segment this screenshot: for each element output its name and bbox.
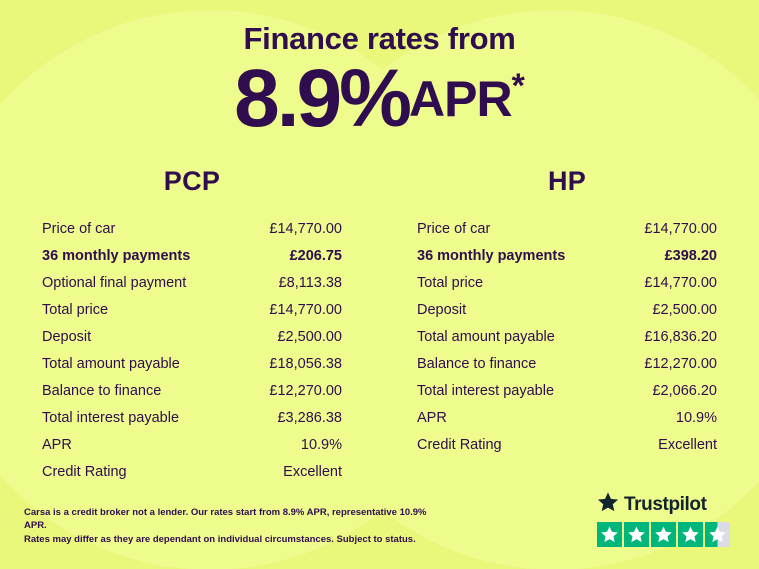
disclaimer-text	[24, 506, 444, 547]
table-row	[417, 323, 717, 350]
headline-rate	[0, 53, 759, 145]
row-label: Price of car	[417, 220, 491, 237]
table-row	[417, 404, 717, 431]
table-row	[42, 431, 342, 458]
row-value: £2,500.00	[277, 328, 342, 345]
table-row	[417, 377, 717, 404]
table-row	[417, 269, 717, 296]
table-row	[42, 323, 342, 350]
star-icon	[597, 522, 622, 547]
row-label: 36 monthly payments	[42, 247, 191, 264]
row-label: Total price	[42, 301, 109, 318]
table-row	[417, 296, 717, 323]
table-row	[42, 377, 342, 404]
row-value: £206.75	[289, 247, 342, 264]
table-row	[42, 458, 342, 485]
row-value: £14,770.00	[269, 301, 342, 318]
row-label: Optional final payment	[42, 274, 187, 291]
row-value: £8,113.38	[278, 274, 342, 291]
star-icon	[624, 522, 649, 547]
rate-value: 8.9%	[234, 53, 410, 145]
row-value: Excellent	[283, 463, 342, 480]
table-row	[417, 431, 717, 458]
row-label: 36 monthly payments	[417, 247, 566, 264]
row-value: Excellent	[658, 436, 717, 453]
row-value: £14,770.00	[269, 220, 342, 237]
row-label: Balance to finance	[42, 382, 162, 399]
row-label: Balance to finance	[417, 355, 537, 372]
row-value: 10.9%	[675, 409, 717, 426]
table-row	[417, 350, 717, 377]
table-row	[42, 404, 342, 431]
pcp-column-title: PCP	[163, 166, 221, 197]
row-label: Total interest payable	[42, 409, 180, 426]
row-value: 10.9%	[300, 436, 342, 453]
finance-comparison	[0, 166, 759, 485]
row-value: £12,270.00	[644, 355, 717, 372]
trustpilot-star-icon	[597, 491, 619, 518]
trustpilot-rating	[597, 491, 737, 547]
pcp-column	[22, 166, 362, 485]
row-label: Deposit	[42, 328, 92, 345]
table-row	[417, 242, 717, 269]
row-value: £2,066.20	[652, 382, 717, 399]
row-value: £14,770.00	[644, 274, 717, 291]
table-row	[417, 215, 717, 242]
hp-column	[397, 166, 737, 485]
row-label: Deposit	[417, 301, 467, 318]
disclaimer-line-2: Rates may differ as they are dependant on individual circumstances. Subject to status.	[24, 534, 416, 546]
row-value: £2,500.00	[652, 301, 717, 318]
pcp-rows	[22, 215, 362, 485]
table-row	[42, 296, 342, 323]
row-label: APR	[42, 436, 72, 453]
asterisk-marker: *	[511, 67, 525, 105]
row-value: £3,286.38	[277, 409, 342, 426]
row-label: Total price	[417, 274, 484, 291]
row-value: £18,056.38	[269, 355, 342, 372]
star-icon	[678, 522, 703, 547]
hp-column-title: HP	[547, 166, 587, 197]
table-row	[42, 350, 342, 377]
rate-unit: APR	[409, 71, 512, 128]
row-label: Total interest payable	[417, 382, 555, 399]
row-value: £398.20	[664, 247, 717, 264]
trustpilot-brand	[597, 491, 737, 518]
row-value: £14,770.00	[644, 220, 717, 237]
row-value: £16,836.20	[644, 328, 717, 345]
row-label: Credit Rating	[417, 436, 502, 453]
star-icon	[651, 522, 676, 547]
disclaimer-line-1: Carsa is a credit broker not a lender. Our rates start from 8.9% APR, representative 10.9% APR.	[24, 506, 427, 532]
trustpilot-wordmark: Trustpilot	[624, 493, 707, 515]
half-star-icon	[705, 522, 730, 547]
row-label: Total amount payable	[42, 355, 180, 372]
table-row	[42, 269, 342, 296]
page-title: Finance rates from	[243, 21, 516, 56]
table-row	[42, 242, 342, 269]
table-row	[42, 215, 342, 242]
row-label: Total amount payable	[417, 328, 555, 345]
row-label: Price of car	[42, 220, 116, 237]
row-label: Credit Rating	[42, 463, 127, 480]
row-value: £12,270.00	[269, 382, 342, 399]
row-label: APR	[417, 409, 447, 426]
footer	[0, 493, 759, 569]
hp-rows	[397, 215, 737, 458]
trustpilot-stars	[597, 522, 737, 547]
